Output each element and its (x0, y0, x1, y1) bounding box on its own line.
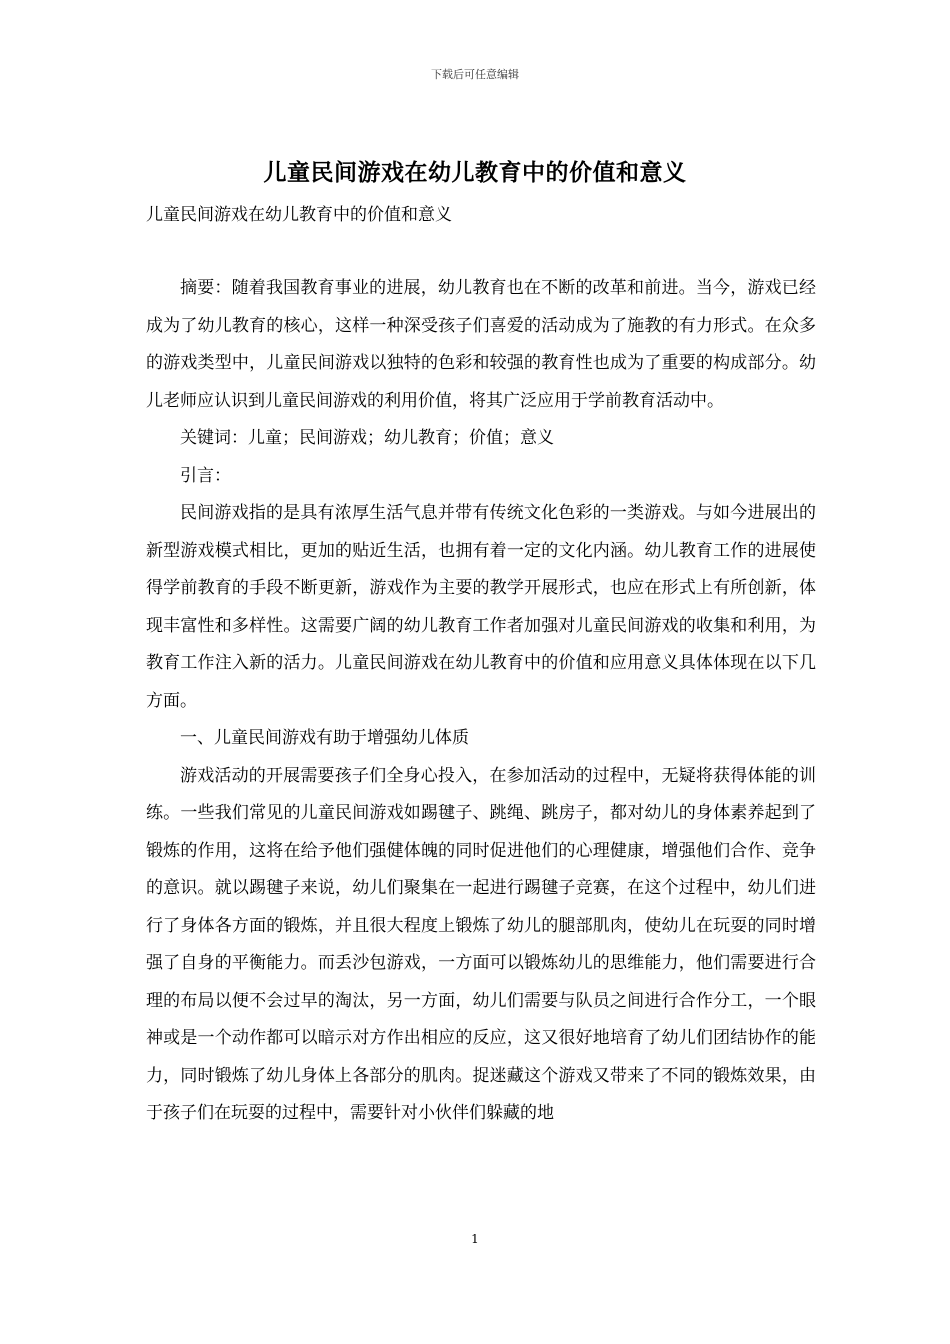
document-subtitle: 儿童民间游戏在幼儿教育中的价值和意义 (146, 205, 452, 225)
document-title: 儿童民间游戏在幼儿教育中的价值和意义 (263, 159, 687, 186)
section-1-paragraph: 游戏活动的开展需要孩子们全身心投入，在参加活动的过程中，无疑将获得体能的训练。一些我们常见的儿童民间游戏如踢毽子、跳绳、跳房子，都对幼儿的身体素养起到了锻炼的作用，这将在给予他们强健体魄的同时促进他们的心理健康，增强他们合作、竞争的意识。就以踢毽子来说，幼儿们聚集在一起进行踢毽子竞赛，在这个过程中，幼儿们进行了身体各方面的锻炼，并且很大程度上锻炼了幼儿的腿部肌肉，使幼儿在玩耍的同时增强了自身的平衡能力。而丢沙包游戏，一方面可以锻炼幼儿的思维能力，他们需要进行合理的布局以便不会过早的淘汰，另一方面，幼儿们需要与队员之间进行合作分工，一个眼神或是一个动作都可以暗示对方作出相应的反应，这又很好地培育了幼儿们团结协作的能力，同时锻炼了幼儿身体上各部分的肌肉。捉迷藏这个游戏又带来了不同的锻炼效果，由于孩子们在玩耍的过程中，需要针对小伙伴们躲藏的地 (146, 765, 816, 1123)
page-number: 1 (471, 1232, 479, 1246)
section-heading-1: 一、儿童民间游戏有助于增强幼儿体质 (180, 728, 469, 748)
keywords-paragraph: 关键词：儿童；民间游戏；幼儿教育；价值；意义 (180, 428, 554, 448)
page-header-note: 下载后可任意编辑 (431, 68, 519, 81)
introduction-heading: 引言： (180, 465, 231, 486)
introduction-paragraph: 民间游戏指的是具有浓厚生活气息并带有传统文化色彩的一类游戏。与如今进展出的新型游戏模式相比，更加的贴近生活，也拥有着一定的文化内涵。幼儿教育工作的进展使得学前教育的手段不断更新，游戏作为主要的教学开展形式，也应在形式上有所创新，体现丰富性和多样性。这需要广阔的幼儿教育工作者加强对儿童民间游戏的收集和利用，为教育工作注入新的活力。儿童民间游戏在幼儿教育中的价值和应用意义具体体现在以下几方面。 (146, 503, 816, 711)
document-body (146, 270, 816, 1133)
abstract-paragraph: 摘要：随着我国教育事业的进展，幼儿教育也在不断的改革和前进。当今，游戏已经成为了幼儿教育的核心，这样一种深受孩子们喜爱的活动成为了施教的有力形式。在众多的游戏类型中，儿童民间游戏以独特的色彩和较强的教育性也成为了重要的构成部分。幼儿老师应认识到儿童民间游戏的利用价值，将其广泛应用于学前教育活动中。 (146, 278, 816, 411)
